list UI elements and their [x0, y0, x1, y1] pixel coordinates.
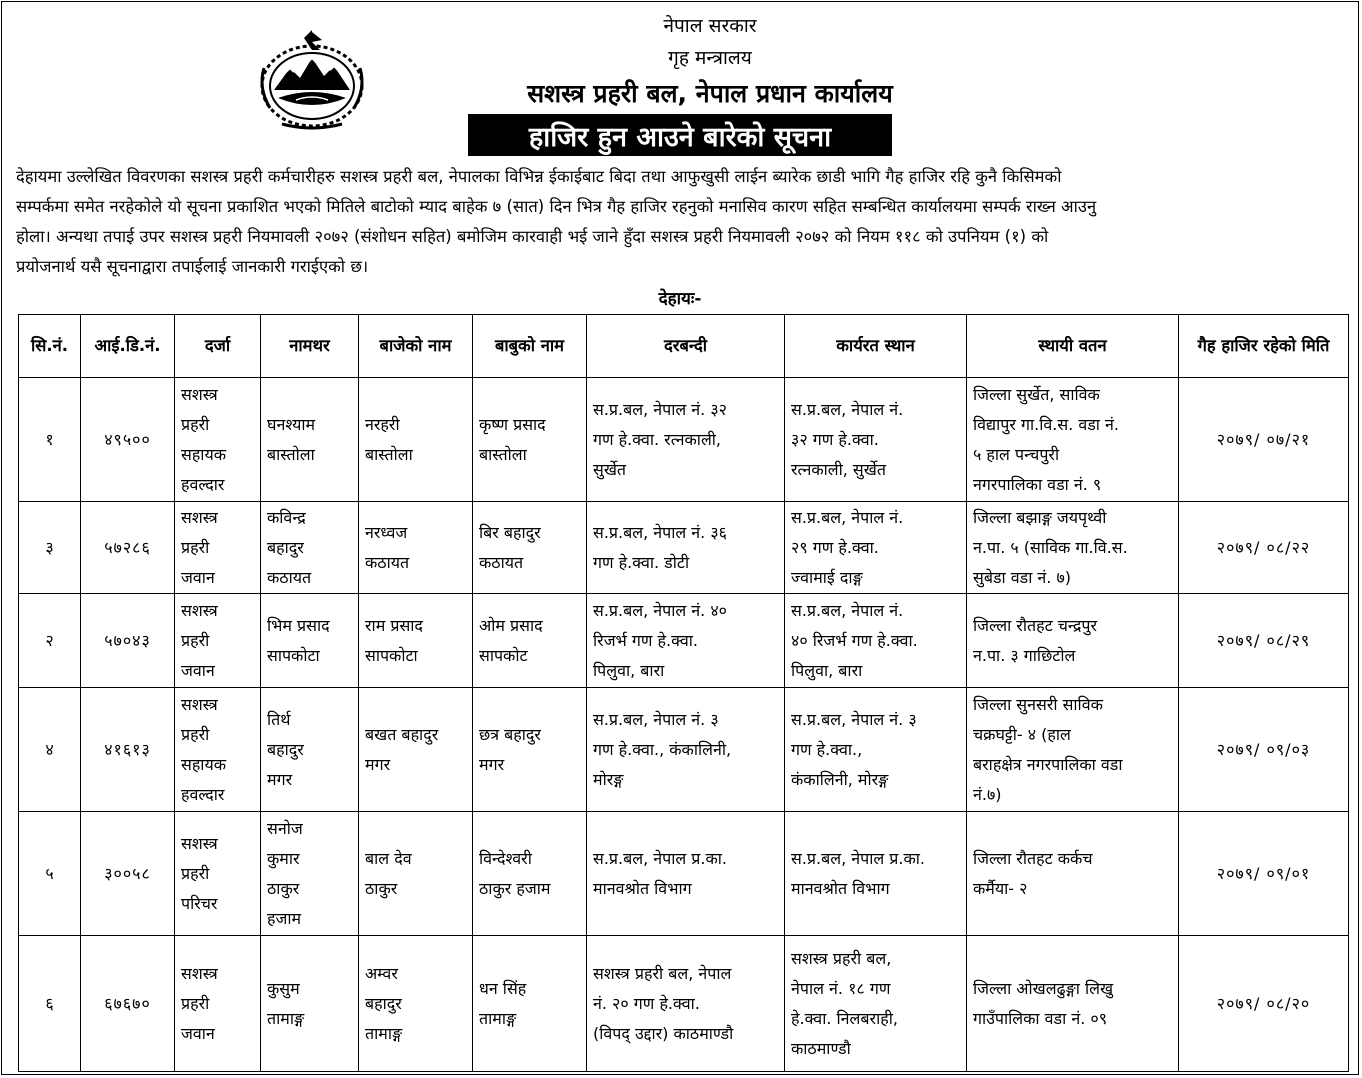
cell-line: ठाकुर [267, 878, 300, 898]
cell-line: स.प्र.बल, नेपाल नं. [791, 399, 904, 419]
cell-rank [175, 378, 261, 502]
cell-line: सुर्खेत [593, 459, 627, 479]
col-header-workplace: कार्यरत स्थान [785, 315, 967, 378]
absentee-table [18, 314, 1349, 1072]
cell-line: भिम प्रसाद [267, 615, 330, 635]
cell-line: नं.७) [973, 784, 1002, 804]
cell-line: नेपाल नं. १८ गण [791, 978, 891, 998]
cell-line: प्रहरी [181, 537, 210, 557]
cell-line: जिल्ला ओखलढुङ्गा लिखु [973, 978, 1114, 998]
cell-line: मगर [365, 754, 391, 774]
cell-address [967, 594, 1179, 688]
cell-grandfather [359, 936, 473, 1072]
cell-line: जवान [181, 1023, 215, 1043]
cell-address [967, 502, 1179, 594]
cell-father [473, 812, 587, 936]
table-row [19, 812, 1349, 936]
cell-line: नगरपालिका वडा नं. ९ [973, 474, 1102, 494]
cell-rank [175, 502, 261, 594]
intro-line: देहायमा उल्लेखित विवरणका सशस्त्र प्रहरी कर्मचारीहरु सशस्त्र प्रहरी बल, नेपालका विभिन्न ईकाईबाट बिदा तथा आफुखुसी लाईन ब्यारेक छाडी भागि गैह हाजिर रहि कुनै किसिमको [16, 167, 1062, 186]
cell-line: कठायत [479, 552, 524, 572]
cell-line: प्रहरी [181, 630, 210, 650]
cell-absent-date: २०७९/ ०९/०३ [1179, 688, 1349, 812]
cell-line: सशस्त्र [181, 507, 218, 527]
cell-line: तामाङ्ग [267, 1008, 305, 1028]
cell-grandfather [359, 594, 473, 688]
cell-post [587, 688, 785, 812]
cell-address [967, 936, 1179, 1072]
cell-line: स.प्र.बल, नेपाल नं. ३ [791, 709, 917, 729]
col-header-address: स्थायी वतन [967, 315, 1179, 378]
cell-line: बहादुर [267, 537, 304, 557]
cell-name [261, 502, 359, 594]
cell-sn: ४ [19, 688, 81, 812]
cell-address [967, 812, 1179, 936]
cell-line: राम प्रसाद [365, 615, 423, 635]
cell-line: रिजर्भ गण हे.क्वा. [593, 630, 698, 650]
cell-rank [175, 594, 261, 688]
cell-line: प्रहरी [181, 993, 210, 1013]
cell-post [587, 936, 785, 1072]
cell-line: कठायत [365, 552, 410, 572]
cell-address [967, 378, 1179, 502]
cell-line: ५ हाल पन्चपुरी [973, 444, 1060, 464]
cell-line: हवल्दार [181, 474, 225, 494]
cell-line: सशस्त्र [181, 384, 218, 404]
cell-father [473, 688, 587, 812]
cell-line: काठमाण्डौ [791, 1038, 851, 1058]
cell-grandfather [359, 502, 473, 594]
cell-line: ठाकुर [365, 878, 398, 898]
cell-line: सहायक [181, 754, 227, 774]
cell-absent-date: २०७९/ ०८/२० [1179, 936, 1349, 1072]
cell-line: सशस्त्र प्रहरी बल, [791, 948, 892, 968]
cell-line: जवान [181, 660, 215, 680]
cell-line: हजाम [267, 908, 302, 928]
cell-post [587, 378, 785, 502]
col-header-absent-date: गैह हाजिर रहेको मिति [1179, 315, 1349, 378]
intro-line: प्रयोजनार्थ यसै सूचनाद्वारा तपाईलाई जानकारी गराईएको छ। [16, 257, 369, 276]
cell-grandfather [359, 688, 473, 812]
cell-line: गण हे.क्वा. डोटी [593, 552, 690, 572]
cell-id: ३००५८ [81, 812, 175, 936]
table-row [19, 688, 1349, 812]
table-body [19, 378, 1349, 1072]
cell-line: मानवश्रोत विभाग [791, 878, 890, 898]
cell-line: बास्तोला [479, 444, 527, 464]
cell-line: २९ गण हे.क्वा. [791, 537, 879, 557]
cell-grandfather [359, 378, 473, 502]
cell-line: (विपद् उद्दार) काठमाण्डौ [593, 1023, 734, 1043]
cell-id: ६७६७० [81, 936, 175, 1072]
nepal-emblem-icon [256, 28, 368, 132]
cell-post [587, 502, 785, 594]
cell-id: ४१६१३ [81, 688, 175, 812]
intro-line: सम्पर्कमा समेत नरहेकोले यो सूचना प्रकाशित भएको मितिले बाटोको म्याद बाहेक ७ (सात) दिन भित्र गैह हाजिर रहनुको मनासिव कारण सहित सम्बन्धित कार्यालयमा सम्पर्क राख्न आउनु [16, 197, 1097, 216]
cell-line: कृष्ण प्रसाद [479, 414, 546, 434]
cell-line: सुबेडा वडा नं. ७) [973, 567, 1072, 587]
cell-line: सशस्त्र प्रहरी बल, नेपाल [593, 963, 732, 983]
header-government: नेपाल सरकार [663, 15, 757, 37]
cell-line: बास्तोला [267, 444, 315, 464]
cell-grandfather [359, 812, 473, 936]
cell-sn: ६ [19, 936, 81, 1072]
cell-line: बराहक्षेत्र नगरपालिका वडा [973, 754, 1123, 774]
cell-line: स.प्र.बल, नेपाल नं. [791, 507, 904, 527]
cell-line: सहायक [181, 444, 227, 464]
cell-line: सापकोटा [365, 645, 418, 665]
cell-line: बहादुर [267, 739, 304, 759]
cell-line: ओम प्रसाद [479, 615, 543, 635]
col-header-name: नामथर [261, 315, 359, 378]
cell-name [261, 688, 359, 812]
col-header-rank: दर्जा [175, 315, 261, 378]
cell-line: विन्देश्वरी [479, 848, 532, 868]
table-header-row [19, 315, 1349, 378]
cell-sn: ५ [19, 812, 81, 936]
cell-line: तामाङ्ग [365, 1023, 403, 1043]
cell-line: बिर बहादुर [479, 522, 541, 542]
cell-id: ५७२८६ [81, 502, 175, 594]
cell-line: प्रहरी [181, 863, 210, 883]
cell-line: स.प्र.बल, नेपाल प्र.का. [593, 848, 728, 868]
table-row [19, 936, 1349, 1072]
cell-father [473, 936, 587, 1072]
cell-absent-date: २०७९/ ०८/२२ [1179, 502, 1349, 594]
cell-line: ठाकुर हजाम [479, 878, 551, 898]
cell-absent-date: २०७९/ ०८/२९ [1179, 594, 1349, 688]
cell-rank [175, 688, 261, 812]
cell-line: जिल्ला सुर्खेत, साविक [973, 384, 1100, 404]
cell-line: सनोज [267, 818, 303, 838]
notice-title-banner: हाजिर हुन आउने बारेको सूचना [468, 114, 892, 156]
col-header-grandfather: बाजेको नाम [359, 315, 473, 378]
cell-line: सापकोट [479, 645, 528, 665]
cell-line: पिलुवा, बारा [791, 660, 863, 680]
cell-workplace [785, 812, 967, 936]
cell-line: स.प्र.बल, नेपाल नं. ३२ [593, 399, 727, 419]
cell-line: विद्यापुर गा.वि.स. वडा नं. [973, 414, 1119, 434]
cell-line: कविन्द्र [267, 507, 306, 527]
intro-paragraph [16, 162, 1346, 282]
header-ministry: गृह मन्त्रालय [668, 47, 752, 69]
cell-father [473, 594, 587, 688]
cell-line: गण हे.क्वा., कंकालिनी, [593, 739, 732, 759]
cell-id: ४९५०० [81, 378, 175, 502]
cell-line: ३२ गण हे.क्वा. [791, 429, 879, 449]
cell-line: सशस्त्र [181, 600, 218, 620]
cell-sn: ३ [19, 502, 81, 594]
cell-line: स.प्र.बल, नेपाल नं. ३ [593, 709, 719, 729]
cell-line: ४० रिजर्भ गण हे.क्वा. [791, 630, 918, 650]
cell-line: गाउँपालिका वडा नं. ०९ [973, 1008, 1108, 1028]
cell-line: चक्रघट्टी- ४ (हाल [973, 724, 1071, 744]
cell-line: धन सिंह [479, 978, 527, 998]
cell-address [967, 688, 1179, 812]
intro-line: होला। अन्यथा तपाई उपर सशस्त्र प्रहरी नियमावली २०७२ (संशोधन सहित) बमोजिम कारवाही भई जाने हुँदा सशस्त्र प्रहरी नियमावली २०७२ को नियम ११८ को उपनियम (१) को [16, 227, 1049, 246]
cell-name [261, 378, 359, 502]
cell-line: स.प्र.बल, नेपाल नं. ४० [593, 600, 727, 620]
col-header-post: दरबन्दी [587, 315, 785, 378]
cell-line: कर्मैया- २ [973, 878, 1028, 898]
cell-father [473, 502, 587, 594]
cell-line: अम्वर [365, 963, 398, 983]
cell-workplace [785, 502, 967, 594]
cell-line: रत्नकाली, सुर्खेत [791, 459, 886, 479]
cell-line: ज्वामाई दाङ्ग [791, 567, 863, 587]
cell-line: न.पा. ३ गाछिटोल [973, 645, 1076, 665]
cell-line: तिर्थ [267, 709, 291, 729]
cell-line: घनश्याम [267, 414, 316, 434]
cell-line: जवान [181, 567, 215, 587]
cell-line: छत्र बहादुर [479, 724, 541, 744]
cell-sn: २ [19, 594, 81, 688]
cell-line: जिल्ला रौतहट कर्कच [973, 848, 1093, 868]
cell-line: प्रहरी [181, 724, 210, 744]
cell-id: ५७०४३ [81, 594, 175, 688]
cell-line: स.प्र.बल, नेपाल नं. [791, 600, 904, 620]
cell-line: गण हे.क्वा., [791, 739, 863, 759]
cell-rank [175, 812, 261, 936]
cell-workplace [785, 378, 967, 502]
cell-line: नरहरी [365, 414, 400, 434]
cell-line: प्रहरी [181, 414, 210, 434]
cell-line: पिलुवा, बारा [593, 660, 665, 680]
table-row [19, 594, 1349, 688]
cell-line: बहादुर [365, 993, 402, 1013]
cell-father [473, 378, 587, 502]
cell-line: नरध्वज [365, 522, 408, 542]
cell-sn: १ [19, 378, 81, 502]
cell-workplace [785, 594, 967, 688]
cell-line: परिचर [181, 893, 218, 913]
cell-line: बास्तोला [365, 444, 413, 464]
table-row [19, 378, 1349, 502]
cell-name [261, 812, 359, 936]
cell-absent-date: २०७९/ ०९/०१ [1179, 812, 1349, 936]
cell-workplace [785, 688, 967, 812]
cell-workplace [785, 936, 967, 1072]
cell-absent-date: २०७९/ ०७/२१ [1179, 378, 1349, 502]
cell-line: मानवश्रोत विभाग [593, 878, 692, 898]
cell-post [587, 812, 785, 936]
cell-line: हवल्दार [181, 784, 225, 804]
cell-line: कठायत [267, 567, 312, 587]
cell-line: सशस्त्र [181, 963, 218, 983]
cell-line: स.प्र.बल, नेपाल नं. ३६ [593, 522, 727, 542]
cell-line: जिल्ला बझाङ्ग जयपृथ्वी [973, 507, 1107, 527]
header-office: सशस्त्र प्रहरी बल, नेपाल प्रधान कार्यालय [527, 79, 893, 108]
cell-line: गण हे.क्वा. रत्नकाली, [593, 429, 722, 449]
cell-line: कंकालिनी, मोरङ्ग [791, 769, 889, 789]
list-heading: देहायः- [658, 289, 702, 309]
cell-line: न.पा. ५ (साविक गा.वि.स. [973, 537, 1128, 557]
cell-line: कुमार [267, 848, 300, 868]
cell-line: सापकोटा [267, 645, 320, 665]
cell-post [587, 594, 785, 688]
cell-rank [175, 936, 261, 1072]
table-row [19, 502, 1349, 594]
cell-line: सशस्त्र [181, 694, 218, 714]
cell-name [261, 936, 359, 1072]
cell-line: कुसुम [267, 978, 300, 998]
col-header-id: आई.डि.नं. [81, 315, 175, 378]
cell-line: जिल्ला सुनसरी साविक [973, 694, 1103, 714]
cell-line: स.प्र.बल, नेपाल प्र.का. [791, 848, 926, 868]
cell-line: सशस्त्र [181, 833, 218, 853]
cell-line: हे.क्वा. निलबराही, [791, 1008, 898, 1028]
cell-line: तामाङ्ग [479, 1008, 517, 1028]
col-header-father: बाबुको नाम [473, 315, 587, 378]
cell-line: नं. २० गण हे.क्वा. [593, 993, 700, 1013]
cell-line: मोरङ्ग [593, 769, 624, 789]
cell-line: जिल्ला रौतहट चन्द्रपुर [973, 615, 1097, 635]
cell-line: मगर [267, 769, 293, 789]
cell-line: बाल देव [365, 848, 412, 868]
cell-line: बखत बहादुर [365, 724, 439, 744]
cell-line: मगर [479, 754, 505, 774]
cell-name [261, 594, 359, 688]
col-header-sn: सि.नं. [19, 315, 81, 378]
